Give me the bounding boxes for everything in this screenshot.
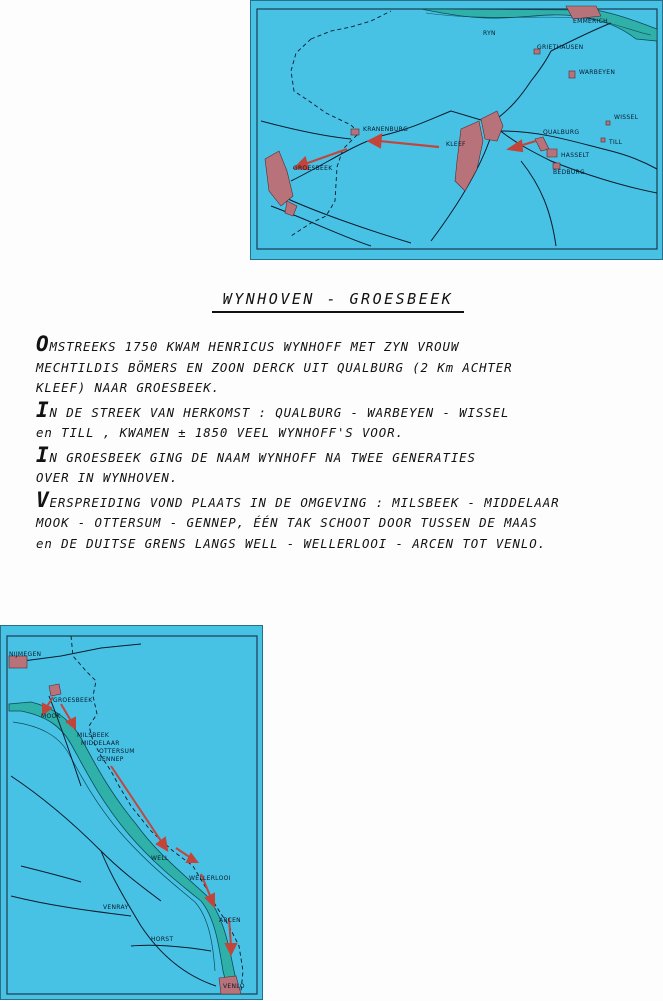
town-groesbeek xyxy=(265,151,293,206)
map-maas-region-graphic xyxy=(1,626,264,1001)
label-venlo: VENLO xyxy=(223,983,245,990)
border-line xyxy=(291,39,359,236)
paragraph-initial: I xyxy=(36,442,50,467)
label-groesbeek: GROESBEEK xyxy=(293,165,333,172)
town-kranenburg xyxy=(351,129,359,135)
river-rhine xyxy=(421,9,657,41)
label-venray: VENRAY xyxy=(103,904,129,911)
label-warbeyen: WARBEYEN xyxy=(579,69,616,76)
label-nijmegen: NIJMEGEN xyxy=(9,651,42,658)
label-horst: HORST xyxy=(151,936,174,943)
paragraph-groesbeek xyxy=(36,442,646,489)
text-line: MECHTILDIS BÖMERS EN ZOON DERCK UIT QUALBURG (2 Km ACHTER xyxy=(36,359,513,375)
label-groesbeek: GROESBEEK xyxy=(53,697,93,704)
label-gennep: GENNEP xyxy=(97,756,124,763)
label-middelaar: MIDDELAAR xyxy=(81,740,120,747)
map-kleef-region-graphic xyxy=(251,1,663,261)
label-arcen: ARCEN xyxy=(219,917,241,924)
label-mook: MOOK xyxy=(41,713,61,720)
text-line: N GROESBEEK GING DE NAAM WYNHOFF NA TWEE GENERATIES xyxy=(49,449,476,465)
paragraph-origin xyxy=(36,332,646,399)
label-hasselt: HASSELT xyxy=(561,152,590,159)
label-griethausen: GRIETHAUSEN xyxy=(537,44,584,51)
label-ottersum: OTTERSUM xyxy=(99,748,135,755)
map-kleef-region xyxy=(250,0,663,260)
paragraph-herkomst xyxy=(36,397,646,444)
label-emmerich: EMMERICH xyxy=(573,18,608,25)
map-maas-region xyxy=(0,625,263,1000)
town-groesbeek xyxy=(49,684,61,696)
label-till: TILL xyxy=(609,139,623,146)
label-milsbeek: MILSBEEK xyxy=(77,732,110,739)
text-line: MSTREEKS 1750 KWAM HENRICUS WYNHOFF MET ZYN VROUW xyxy=(49,339,460,354)
text-line: en TILL , KWAMEN ± 1850 VEEL WYNHOFF'S VOOR. xyxy=(36,425,404,440)
label-kranenburg: KRANENBURG xyxy=(363,126,409,133)
paragraph-verspreiding xyxy=(36,487,646,555)
text-line: ERSPREIDING VOND PLAATS IN DE OMGEVING : MILSBEEK - MIDDELAAR xyxy=(49,494,560,510)
label-wissel: WISSEL xyxy=(614,114,639,121)
label-qualburg: QUALBURG xyxy=(543,129,580,136)
town-hasselt xyxy=(547,149,557,157)
page-title: WYNHOVEN - GROESBEEK xyxy=(212,290,464,313)
paragraph-initial: I xyxy=(36,397,50,422)
label-ryn: RYN xyxy=(483,30,496,37)
text-line: en DE DUITSE GRENS LANGS WELL - WELLERLOOI - ARCEN TOT VENLO. xyxy=(36,535,546,551)
migration-arrow-2 xyxy=(379,141,439,147)
text-line: KLEEF) NAAR GROESBEEK. xyxy=(36,380,220,395)
text-line: OVER IN WYNHOVEN. xyxy=(36,470,179,485)
paragraph-initial: V xyxy=(36,487,50,512)
label-wellerlooi: WELLERLOOI xyxy=(189,875,231,882)
paragraph-initial: O xyxy=(36,332,50,356)
text-line: N DE STREEK VAN HERKOMST : QUALBURG - WARBEYEN - WISSEL xyxy=(49,404,510,420)
handwritten-text xyxy=(36,332,646,558)
town-kleef xyxy=(455,121,483,191)
migration-arrow-3 xyxy=(305,149,347,164)
label-bedburg: BEDBURG xyxy=(553,169,585,176)
label-well: WELL xyxy=(151,855,169,862)
text-line: MOOK - OTTERSUM - GENNEP, ÉÉN TAK SCHOOT DOOR TUSSEN DE MAAS xyxy=(36,515,538,530)
label-kleef: KLEEF xyxy=(446,141,466,148)
